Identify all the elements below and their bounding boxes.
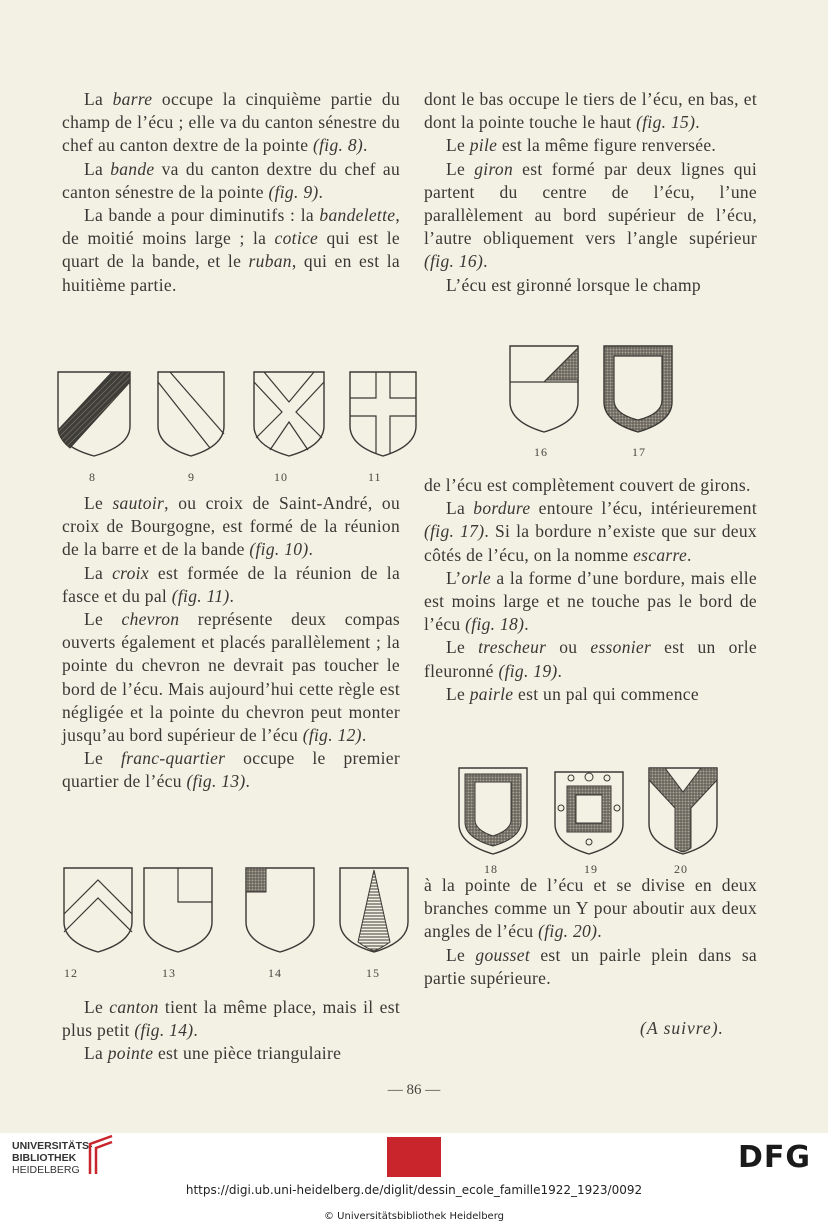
paragraph-pile: Le pile est la même figure renversée.: [446, 135, 717, 156]
permalink-url[interactable]: https://digi.ub.uni-heidelberg.de/diglit/dessin_ecole_famille1922_1923/0092: [185, 1183, 643, 1197]
library-emblem-icon: [84, 1134, 116, 1176]
library-name-line1: UNIVERSITÄTS-: [12, 1140, 93, 1152]
paragraph-bordure: La bordure entoure l’écu, intérieurement (fig. 17). Si la bordure n’existe que sur deux côtés de l’écu, on la nomme escarre.: [424, 498, 758, 565]
paragraph-pointe-cont: dont le bas occupe le tiers de l’écu, en bas, et dont la pointe touche le haut (fig. 15).: [424, 89, 757, 133]
fig-label-19: 19: [584, 862, 598, 876]
library-name-line2: BIBLIOTHEK: [12, 1152, 77, 1164]
paragraph-bande: La bande va du canton dextre du chef au canton sénestre de la pointe (fig. 9).: [62, 158, 401, 202]
shield-fig-16: [510, 346, 578, 432]
paragraph-gironne-cont: de l’écu est complètement couvert de girons.: [424, 475, 751, 495]
shield-fig-8: [58, 372, 130, 456]
paragraph-croix: La croix est formée de la réunion de la fasce et du pal (fig. 11).: [62, 562, 401, 606]
shield-fig-12: [64, 868, 132, 952]
paragraph-sautoir: Le sautoir, ou croix de Saint-André, ou croix de Bourgogne, est formé de la réunion de la barre et de la bande (fig. 10).: [62, 493, 400, 560]
paragraph-pointe: La pointe est une pièce triangulaire: [84, 1043, 342, 1064]
fig-label-17: 17: [632, 445, 646, 459]
text-column-right-top: [424, 88, 757, 297]
figures-12-15: [60, 864, 415, 959]
shield-fig-10: [254, 372, 324, 456]
paragraph-franc-quartier: Le franc-quartier occupe le premier quartier de l’écu (fig. 13).: [62, 748, 400, 792]
fig-label-16: 16: [534, 445, 548, 459]
fig-label-12: 12: [64, 966, 78, 980]
paragraph-canton: Le canton tient la même place, mais il est plus petit (fig. 14).: [62, 997, 400, 1041]
shield-fig-11: [350, 372, 416, 456]
fig-label-8: 8: [89, 470, 96, 484]
shield-fig-17: [604, 346, 672, 432]
copyright-notice: © Universitätsbibliothek Heidelberg: [323, 1211, 504, 1222]
continuation-note: (A suivre).: [640, 1018, 724, 1038]
figures-8-11: [54, 368, 419, 463]
figures-16-17: [506, 342, 678, 440]
paragraph-gironne: L’écu est gironné lorsque le champ: [446, 274, 701, 295]
shield-fig-13: [144, 868, 212, 952]
paragraph-pairle: Le pairle est un pal qui commence: [446, 683, 699, 704]
fig-label-13: 13: [162, 966, 176, 980]
fig-label-18: 18: [484, 862, 498, 876]
paragraph-diminutifs: La bande a pour diminutifs : la bandelette, de moitié moins large ; la cotice qui est le quart de la bande, et le ruban, qui en est la huitième partie.: [62, 205, 400, 295]
library-name-line3: HEIDELBERG: [12, 1164, 80, 1176]
text-column-right-bottom: [424, 874, 757, 990]
project-logo[interactable]: [387, 1137, 441, 1177]
paragraph-giron: Le giron est formé par deux lignes qui partent du centre de l’écu, l’une parallèlement au bord supérieur de l’écu, l’autre obliquement vers l’angle supérieur (fig. 16).: [424, 158, 757, 272]
shield-fig-15: [340, 868, 408, 952]
page-number: — 86 —: [387, 1082, 441, 1098]
fig-label-11: 11: [368, 470, 382, 484]
text-column-left-middle: [62, 492, 400, 794]
fig-label-15: 15: [366, 966, 380, 980]
figures-18-20: [455, 764, 725, 860]
paragraph-pairle-cont: à la pointe de l’écu et se divise en deux branches comme un Y pour aboutir aux deux angles de l’écu (fig. 20).: [424, 875, 757, 942]
shield-fig-14: [246, 868, 314, 952]
paragraph-trescheur: Le trescheur ou essonier est un orle fleuronné (fig. 19).: [424, 637, 758, 681]
text-column-left-bottom: [62, 996, 400, 1066]
text-column-left-top: [62, 88, 400, 297]
shield-fig-19: [555, 772, 623, 854]
shield-fig-18: [459, 768, 527, 854]
paragraph-gousset: Le gousset est un pairle plein dans sa partie supérieure.: [424, 944, 757, 988]
shield-fig-9: [158, 372, 224, 456]
text-column-right-middle: [424, 474, 757, 706]
fig-label-9: 9: [188, 470, 195, 484]
shield-fig-20: [649, 768, 717, 854]
fig-label-20: 20: [674, 862, 688, 876]
paragraph-barre: La barre occupe la cinquième partie du champ de l’écu ; elle va du canton sénestre du chef au canton dextre de la pointe (fig. 8).: [62, 89, 401, 156]
dfg-logo[interactable]: DFG: [738, 1140, 812, 1175]
library-logo[interactable]: [12, 1140, 93, 1176]
fig-label-14: 14: [268, 966, 282, 980]
fig-label-10: 10: [274, 470, 288, 484]
paragraph-chevron: Le chevron représente deux compas ouverts également et placés parallèlement ; la pointe du chevron ne devrait pas toucher le bord de l’écu. Mais aujourd’hui cette règle est négligée et la pointe du chevron peut monter jusqu’au bord supérieur de l’écu (fig. 12).: [62, 609, 400, 746]
paragraph-orle: L’orle a la forme d’une bordure, mais elle est moins large et ne touche pas le bord de l’écu (fig. 18).: [424, 567, 757, 635]
